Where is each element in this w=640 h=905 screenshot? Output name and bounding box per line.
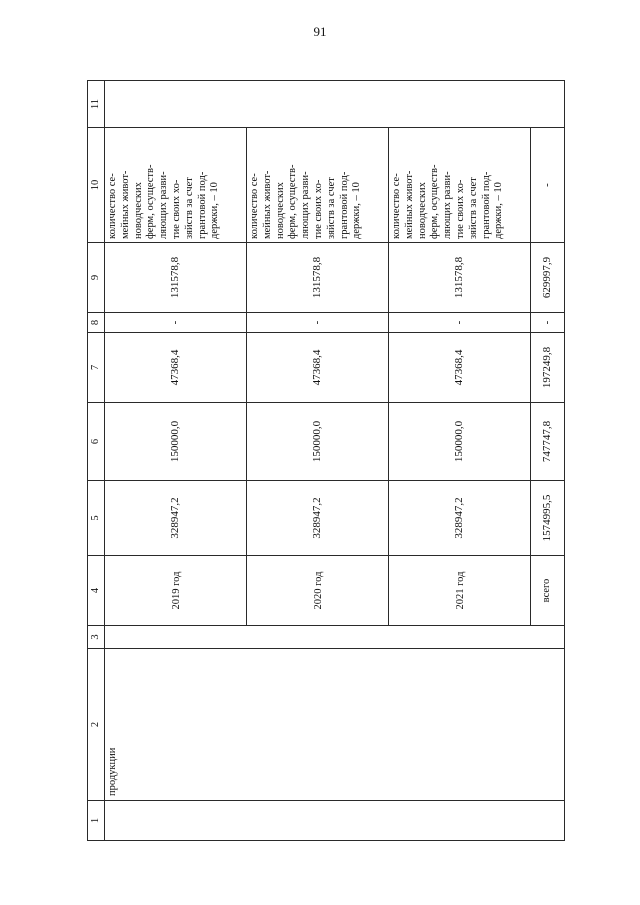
value-cell-c5: 328947,2: [105, 481, 247, 556]
value-cell-c9: 131578,8: [105, 243, 247, 313]
indicator-line: держки, – 10: [351, 182, 363, 239]
indicator-line: зяйств за счет: [467, 177, 479, 239]
cell-col1: [105, 801, 565, 841]
cell-col11: [105, 81, 565, 128]
indicator-line: количество се-: [249, 173, 260, 239]
indicator-line: зяйств за счет: [183, 177, 195, 239]
value-cell-c6: 150000,0: [105, 403, 247, 481]
product-label: продукции: [107, 747, 118, 796]
value-cell-c7: 47368,4: [247, 333, 389, 403]
year-label: 2021 год: [455, 571, 467, 610]
indicator-cell: [389, 128, 531, 243]
value-cell-c9: 131578,8: [389, 243, 531, 313]
year-label: 2020 год: [313, 571, 325, 610]
value-cell-c9: 131578,8: [247, 243, 389, 313]
header-cell-8: 8: [88, 313, 105, 333]
indicator-line: мейных живот-: [403, 170, 415, 239]
indicator-line: мейных живот-: [119, 170, 131, 239]
indicator-cell: [105, 128, 247, 243]
header-cell-2: 2: [88, 649, 105, 801]
year-cell: [247, 556, 389, 626]
rotated-table: [87, 81, 565, 841]
indicator-line: грантовой под-: [196, 171, 208, 239]
indicator-line: ферм, осуществ-: [429, 164, 441, 239]
indicator-line: тие своих хо-: [170, 179, 182, 239]
value-cell-c6: 150000,0: [389, 403, 531, 481]
indicator-line: количество се-: [391, 173, 402, 239]
header-cell-1: 1: [88, 801, 105, 841]
indicator-line: мейных живот-: [261, 170, 273, 239]
value-cell-c8: -: [389, 313, 531, 333]
year-cell: [105, 556, 247, 626]
value-cell-c8: -: [105, 313, 247, 333]
header-cell-7: 7: [88, 333, 105, 403]
indicator-line: ляющих разви-: [442, 171, 454, 239]
total-cell-c7: 197249,8: [531, 333, 565, 403]
cell-col3: [105, 626, 565, 649]
total-cell-c9: 629997,9: [531, 243, 565, 313]
total-cell-c6: 747747,8: [531, 403, 565, 481]
indicator-line: зяйств за счет: [325, 177, 337, 239]
product-cell: [105, 649, 565, 801]
total-cell-c10: -: [531, 128, 565, 243]
indicator-line: новодческих: [132, 182, 144, 239]
value-cell-c7: 47368,4: [389, 333, 531, 403]
header-row: [88, 81, 105, 841]
value-cell-c5: 328947,2: [247, 481, 389, 556]
data-table: [87, 80, 565, 841]
header-cell-10: 10: [88, 128, 105, 243]
value-cell-c8: -: [247, 313, 389, 333]
value-cell-c7: 47368,4: [105, 333, 247, 403]
indicator-line: ляющих разви-: [300, 171, 312, 239]
table-container: [87, 81, 565, 841]
indicator-line: грантовой под-: [480, 171, 492, 239]
header-cell-6: 6: [88, 403, 105, 481]
indicator-line: держки, – 10: [209, 182, 221, 239]
header-cell-4: 4: [88, 556, 105, 626]
total-label-cell: всего: [531, 556, 565, 626]
indicator-line: новодческих: [274, 182, 286, 239]
total-cell-c5: 1574995,5: [531, 481, 565, 556]
year-label: 2019 год: [171, 571, 183, 610]
indicator-line: тие своих хо-: [312, 179, 324, 239]
indicator-line: новодческих: [416, 182, 428, 239]
year-cell: [389, 556, 531, 626]
indicator-cell: [247, 128, 389, 243]
header-cell-5: 5: [88, 481, 105, 556]
indicator-line: ферм, осуществ-: [145, 164, 157, 239]
indicator-line: грантовой под-: [338, 171, 350, 239]
value-cell-c6: 150000,0: [247, 403, 389, 481]
indicator-line: держки, – 10: [493, 182, 505, 239]
value-cell-c5: 328947,2: [389, 481, 531, 556]
total-cell-c8: -: [531, 313, 565, 333]
page-number: 91: [313, 24, 327, 39]
header-cell-11: 11: [88, 81, 105, 128]
indicator-line: ферм, осуществ-: [287, 164, 299, 239]
header-cell-9: 9: [88, 243, 105, 313]
header-cell-3: 3: [88, 626, 105, 649]
indicator-line: тие своих хо-: [454, 179, 466, 239]
indicator-line: ляющих разви-: [158, 171, 170, 239]
indicator-line: количество се-: [107, 173, 118, 239]
table-row: [105, 81, 247, 841]
